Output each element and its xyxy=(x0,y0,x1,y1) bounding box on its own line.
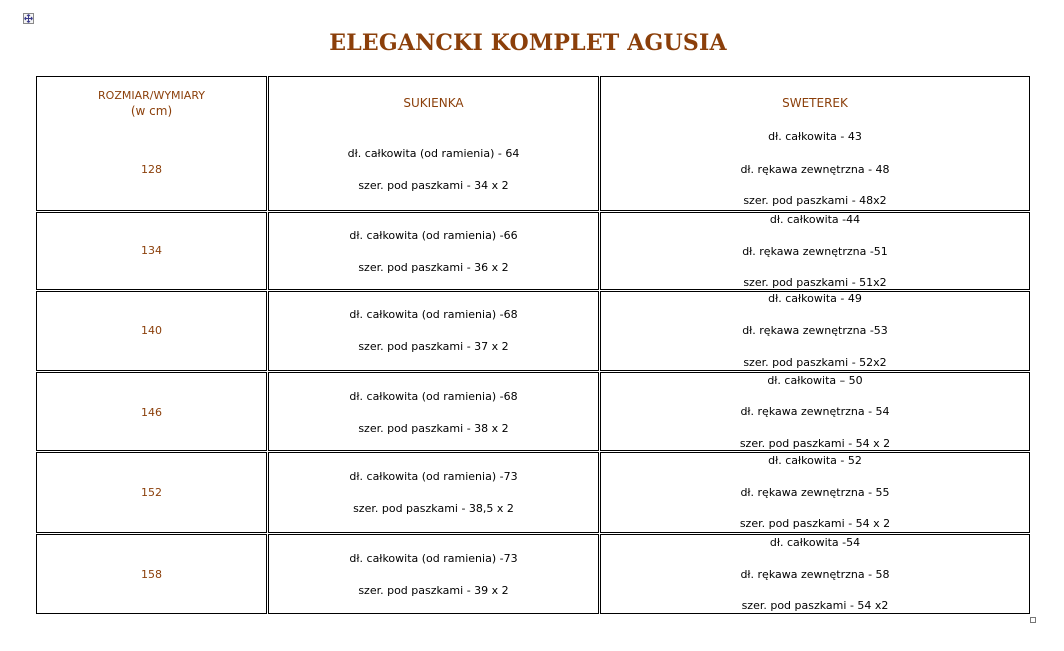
sweater-length: dł. całkowita - 43 xyxy=(768,130,862,143)
dress-cell xyxy=(268,212,599,290)
sweater-sleeve: dł. rękawa zewnętrzna - 48 xyxy=(740,163,890,176)
dress-length: dł. całkowita (od ramienia) -73 xyxy=(349,552,518,565)
header-sweater-label: SWETEREK xyxy=(782,96,848,110)
row-size-value: 146 xyxy=(141,406,162,419)
sweater-width: szer. pod paszkami - 54 x 2 xyxy=(739,437,891,450)
header-dress-label: SUKIENKA xyxy=(403,96,464,110)
dress-cell xyxy=(268,534,599,614)
row-size-value: 140 xyxy=(141,324,162,337)
dress-width: szer. pod paszkami - 38,5 x 2 xyxy=(353,502,514,515)
sweater-length: dł. całkowita -54 xyxy=(769,536,861,549)
sweater-cell xyxy=(600,534,1030,614)
sweater-width: szer. pod paszkami - 54 x 2 xyxy=(739,517,891,530)
dress-width: szer. pod paszkami - 34 x 2 xyxy=(358,179,509,192)
sweater-length: dł. całkowita - 52 xyxy=(768,454,862,467)
table-resize-handle[interactable] xyxy=(1030,617,1036,623)
sweater-sleeve: dł. rękawa zewnętrzna -53 xyxy=(742,324,888,337)
dress-length: dł. całkowita (od ramienia) -66 xyxy=(349,229,518,242)
sweater-sleeve: dł. rękawa zewnętrzna - 58 xyxy=(740,568,890,581)
table-row xyxy=(36,534,267,614)
dress-cell xyxy=(268,452,599,533)
dress-width: szer. pod paszkami - 36 x 2 xyxy=(358,261,509,274)
dress-width: szer. pod paszkami - 38 x 2 xyxy=(358,422,509,435)
header-sweater-cell xyxy=(600,76,1030,211)
sweater-sleeve: dł. rękawa zewnętrzna -51 xyxy=(742,245,888,258)
sweater-length: dł. całkowita - 49 xyxy=(768,292,862,305)
sweater-width: szer. pod paszkami - 48x2 xyxy=(743,194,887,207)
sweater-cell xyxy=(600,372,1030,451)
sweater-length: dł. całkowita -44 xyxy=(769,213,861,226)
header-dress-cell xyxy=(268,76,599,211)
header-size-label: ROZMIAR/WYMIARY xyxy=(98,89,205,102)
sweater-width: szer. pod paszkami - 52x2 xyxy=(743,356,887,369)
sweater-cell xyxy=(600,452,1030,533)
sweater-length: dł. całkowita – 50 xyxy=(767,374,863,387)
sweater-width: szer. pod paszkami - 54 x2 xyxy=(741,599,889,612)
header-size-unit: (w cm) xyxy=(130,104,173,118)
table-move-handle-icon[interactable] xyxy=(23,13,34,24)
sweater-cell xyxy=(600,212,1030,290)
dress-length: dł. całkowita (od ramienia) -73 xyxy=(349,470,518,483)
row-size-value: 134 xyxy=(141,244,162,257)
table-row xyxy=(36,212,267,290)
sweater-width: szer. pod paszkami - 51x2 xyxy=(743,276,887,289)
sweater-sleeve: dł. rękawa zewnętrzna - 54 xyxy=(740,405,890,418)
row-size-value: 152 xyxy=(141,486,162,499)
dress-width: szer. pod paszkami - 39 x 2 xyxy=(358,584,509,597)
table-row xyxy=(36,372,267,451)
dress-cell xyxy=(268,291,599,371)
document-title: ELEGANCKI KOMPLET AGUSIA xyxy=(329,30,727,56)
dress-length: dł. całkowita (od ramienia) -68 xyxy=(349,308,518,321)
row-size-value: 158 xyxy=(141,568,162,581)
table-row xyxy=(36,291,267,371)
dress-length: dł. całkowita (od ramienia) - 64 xyxy=(347,147,520,160)
header-size-cell xyxy=(36,76,267,211)
sweater-cell xyxy=(600,291,1030,371)
table-row xyxy=(36,452,267,533)
dress-length: dł. całkowita (od ramienia) -68 xyxy=(349,390,518,403)
row-size-value: 128 xyxy=(141,163,162,176)
dress-cell xyxy=(268,372,599,451)
dress-width: szer. pod paszkami - 37 x 2 xyxy=(358,340,509,353)
sweater-sleeve: dł. rękawa zewnętrzna - 55 xyxy=(740,486,890,499)
